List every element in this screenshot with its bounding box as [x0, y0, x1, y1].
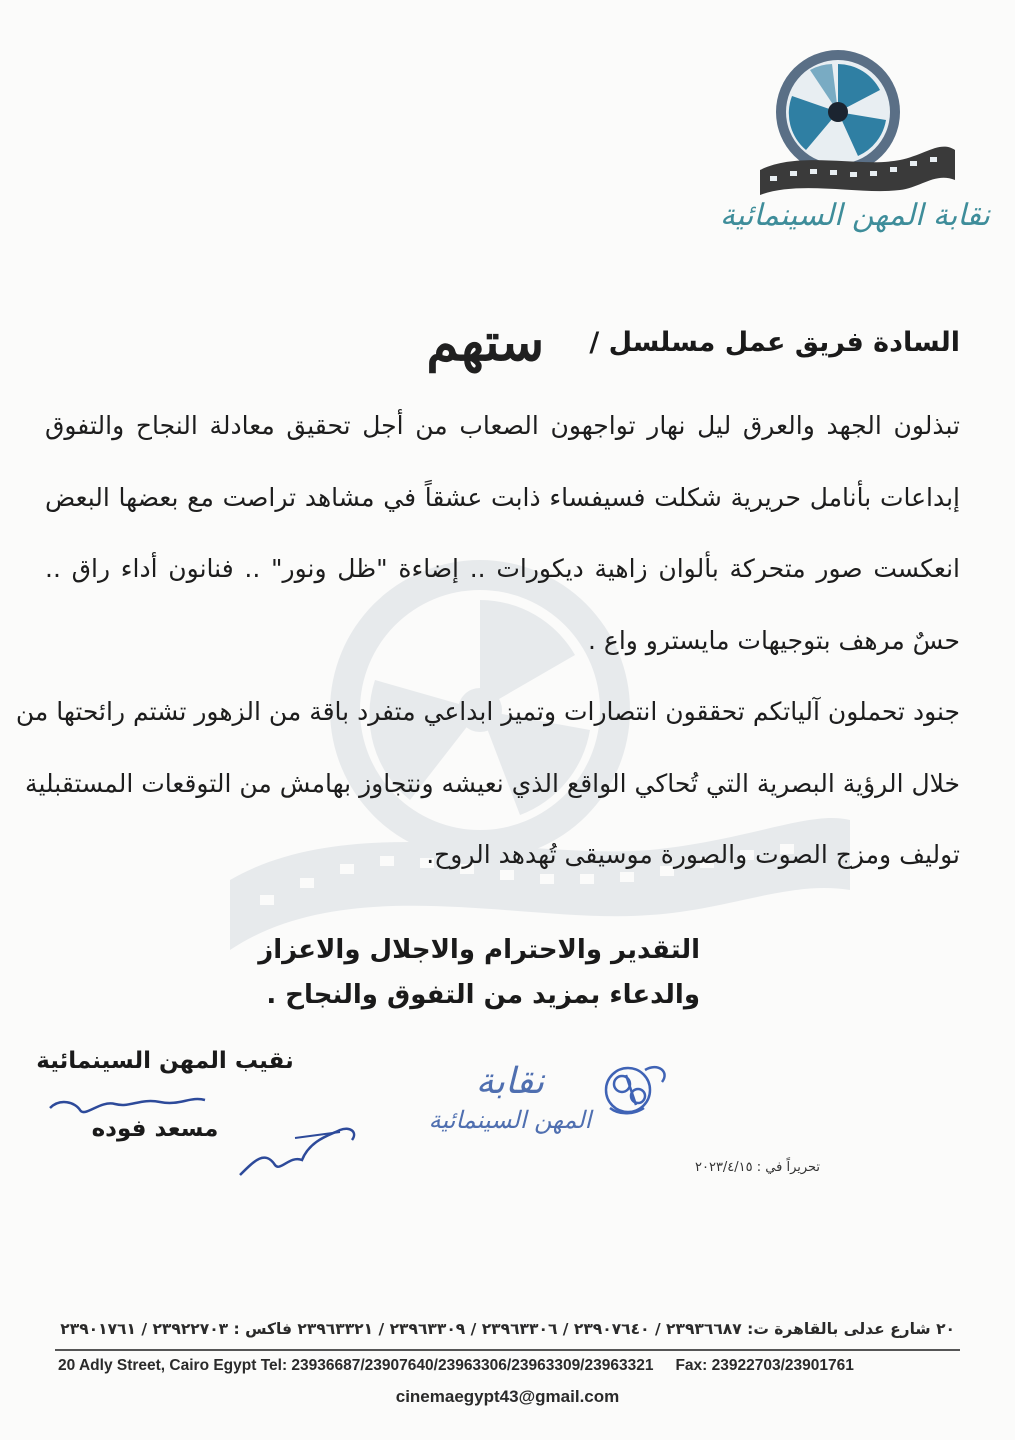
closing-block — [258, 928, 700, 1018]
body-line: خلال الرؤية البصرية التي تُحاكي الواقع الذي نعيشه ونتجاوز بهامش من التوقعات المستقبلية — [25, 768, 960, 798]
logo-text: نقابة المهن السينمائية — [720, 198, 990, 233]
stamp-line-2: المهن السينمائية — [428, 1106, 592, 1134]
footer-arabic-address: ٢٠ شارع عدلى بالقاهرة ت: ٢٣٩٣٦٦٨٧ / ٢٣٩٠٧٦٤٠ / ٢٣٩٦٣٣٠٦ / ٢٣٩٦٣٣٠٩ / ٢٣٩٦٣٣٢١ فاكس : ٢٣٩٢٢٧٠٣ / ٢٣٩٠١٧٦١ — [60, 1320, 955, 1338]
closing-line-1: التقدير والاحترام والاجلال والاعزاز — [258, 935, 700, 965]
handwritten-signature-icon — [40, 1080, 370, 1190]
signatory-name: مسعد فوده — [91, 1116, 219, 1142]
body-line: تبذلون الجهد والعرق ليل نهار تواجهون الصعاب من أجل تحقيق معادلة النجاح والتفوق — [45, 411, 960, 440]
series-name: ستهم — [426, 312, 545, 373]
signatory-title: نقيب المهن السينمائية — [36, 1048, 294, 1074]
footer-english-address — [58, 1357, 958, 1375]
body-line: إبداعات بأنامل حريرية شكلت فسيفساء ذابت عشقاً في مشاهد تراصت مع بعضها البعض — [45, 482, 960, 512]
film-reel-icon — [720, 40, 990, 270]
body-line: حسٌ مرهف بتوجيهات مايسترو واع . — [588, 625, 960, 655]
body-line: انعكست صور متحركة بألوان زاهية ديكورات .. إضاءة "ظل ونور" .. فنانون أداء راق .. — [45, 554, 960, 583]
footer-english-tel: 20 Adly Street, Cairo Egypt Tel: 23936687/23907640/23963306/23963309/23963321 — [58, 1357, 654, 1374]
footer-email: cinemaegypt43@gmail.com — [395, 1387, 620, 1406]
body-line: توليف ومزج الصوت والصورة موسيقى تُهدهد الروح. — [426, 840, 960, 869]
addressee-line — [360, 312, 960, 373]
body-line: جنود تحملون آلياتكم تحققون انتصارات وتميز ابداعي متفرد باقة من الزهور تشتم رائحتها من — [15, 697, 960, 726]
stamp-line-1: نقابة — [475, 1061, 545, 1102]
letter-body — [15, 390, 960, 891]
addressee-label: السادة فريق عمل مسلسل / — [589, 327, 960, 358]
footer-divider — [55, 1349, 960, 1351]
issue-date: تحريراً في : ٢٠٢٣/٤/١٥ — [695, 1160, 821, 1175]
stamp-text — [400, 1060, 620, 1136]
footer-english-fax: Fax: 23922703/23901761 — [675, 1357, 854, 1374]
closing-line-2: والدعاء بمزيد من التفوق والنجاح . — [266, 980, 700, 1010]
union-logo — [720, 40, 990, 270]
